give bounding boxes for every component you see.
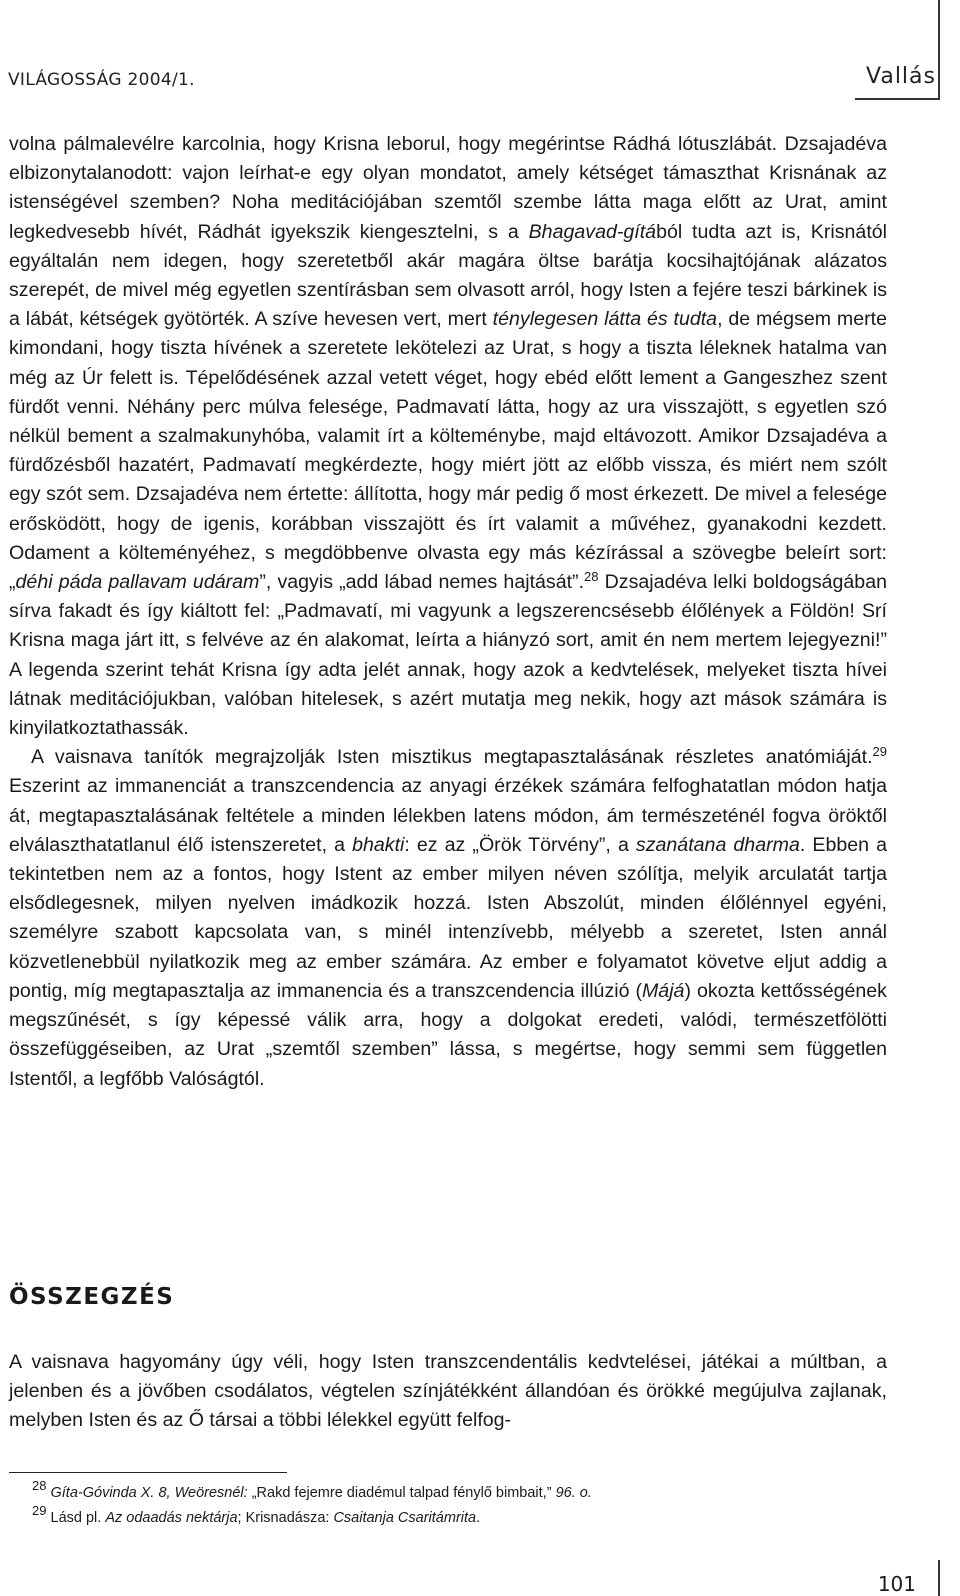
text-run: Dzsajadéva lelki boldogságában sírva fakadt és így kiáltott fel: „Padmavatí, mi vagyunk a legszerencsésebb élőlények a Földön! Srí Krisna maga járt itt, s felvéve az én alakomat, leírta a hiányzó sort, amit én nem mertem lejegyezni!” A legenda szerint tehát Krisna így adta jelét annak, hogy azok a kedvtelések, melyeket tiszta hívei látnak meditációjukban, valóban hitelesek, s azért mutatja meg nekik, hogy azt mások számára is kinyilatkoztathassák. <box>9 571 887 740</box>
footnote-title: Csaitanja Csaritámrita <box>333 1510 477 1526</box>
footnote-title: Az odaadás nektárja <box>105 1510 238 1526</box>
italic-quote: déhi páda pallavam udáram <box>15 571 260 594</box>
summary-paragraph: A vaisnava hagyomány úgy véli, hogy Isten transzcendentális kedvtelései, játékai a múltban, a jelenben és a jövőben csodálatos, végtelen színjátékként állandóan és örökké megújulva zajlanak, melyben Isten és az Ő társai a többi lélekkel együtt felfog- <box>9 1351 887 1432</box>
footnote-source: Gíta-Góvinda X. 8, Weöresnél: <box>50 1485 248 1501</box>
text-run: , de mégsem merte kimondani, hogy tiszta hívének a szeretete lekötelezi az Urat, s hogy a tiszta léleknek hatalma van még az Úr felett is. Tépelődésének azzal vetett véget, hogy ebéd előtt lement a Gangeszhez szent fürdőt venni. Néhány perc múlva felesége, Padmavatí látta, hogy az ura visszajött, s egyetlen szó nélkül bement a szalmakunyhóba, valamit írt a költeménybe, majd eltávozott. Amikor Dzsajadéva a fürdőzésből hazatért, Padmavatí megkérdezte, hogy miért jött az előbb vissza, és miért nem szólt egy szót sem. Dzsajadéva nem értette: állította, hogy már pedig ő most érkezett. De mivel a felesége erősködött, hogy de igenis, korábban visszajött és írt valamit a művéhez, gyanakodni kezdett. Odament a költeményéhez, s megdöbbenve olvasta egy más kézírással a szövegbe beleírt sort: „ <box>9 308 887 594</box>
footnote-page: 96. o. <box>555 1485 592 1501</box>
section-title: Vallás <box>866 64 936 89</box>
footnote-text: Lásd pl. <box>50 1510 106 1526</box>
footnote-number: 29 <box>32 1503 47 1518</box>
text-run: Eszerint az immanenciát a transzcendencia az anyagi érzékek számára felfoghatatlan módon hatja át, megtapasztalásának feltétele a minden lélekben latens módon, ám természeténél fogva öröktől elválaszthatatlanul élő istenszeretet, a <box>9 775 887 856</box>
footnote-ref-29[interactable]: 29 <box>872 744 887 760</box>
text-run: . Ebben a tekintetben nem az a fontos, hogy Istent az ember milyen néven szólítja, melyik arculatát tartja elsődlegesnek, milyen nyelven imádkozik hozzá. Isten Abszolút, minden élőlénnyel egyéni, személyre szabott kapcsolata van, s minél intenzívebb, mélyebb a szeretet, Isten annál közvetlenebbül nyilatkozik meg az ember számára. Az ember e folyamatot követve eljut addig a pontig, míg megtapasztalja az immanencia és a transzcendencia illúzió ( <box>9 833 888 1002</box>
text-run: volna pálmalevélre karcolnia, hogy Krisna leborul, hogy megérintse Rádhá lótuszlábát. Dzsajadéva elbizonytalanodott: vajon leírhat-e egy olyan mondatot, amely kétséget támaszthat Krisnának az istenségével szemben? Noha meditációjában szemtől szembe látta maga előtt az Urat, amint legkedvesebb hívét, Rádhát igyekszik kiengesztelni, s a <box>9 133 887 243</box>
journal-header: VILÁGOSSÁG 2004/1. <box>8 70 195 90</box>
italic-term: bhakti <box>352 833 405 856</box>
footnotes <box>32 1478 892 1531</box>
text-run: ból tudta azt is, Krisnától egyáltalán nem idegen, hogy szeretetből akár magára öltse barátja kocsihajtójának alázatos szerepét, de mivel még egyetlen szentírásban sem olvasott arról, hogy Isten a fejére teszi bárkinek is a lábát, kétségek gyötörték. A szíve hevesen vert, mert <box>9 220 888 331</box>
text-run: : ez az „Örök Törvény”, a <box>404 833 636 856</box>
page-number: 101 <box>877 1572 916 1596</box>
text-run: A vaisnava tanítók megrajzolják Isten misztikus megtapasztalásának részletes anatómiáját. <box>31 746 873 769</box>
text-run: ) okozta kettősségének megszűnését, s így képessé válik arra, hogy a dolgokat eredeti, valódi, természetfölötti összefüggéseiben, az Urat „szemtől szemben” lássa, s megértse, hogy semmi sem független Istentől, a legfőbb Valóságtól. <box>9 979 887 1090</box>
footnote-number: 28 <box>32 1478 47 1493</box>
italic-term: Májá <box>641 979 685 1002</box>
paragraph-anatomy <box>9 743 887 1093</box>
footnote-divider <box>9 1472 287 1473</box>
footnote-ref-28[interactable]: 28 <box>584 569 599 585</box>
italic-term: szanátana dharma <box>635 833 800 856</box>
footnote-text: . <box>476 1510 481 1526</box>
italic-phrase: ténylegesen látta és tudta <box>492 308 718 331</box>
section-heading: ÖSSZEGZÉS <box>9 1284 175 1310</box>
italic-term: Bhagavad-gítá <box>528 220 657 243</box>
page-number-rule <box>938 1560 940 1596</box>
header-rule-vertical <box>938 0 940 100</box>
paragraph-legend <box>9 130 887 743</box>
main-text <box>9 130 887 1094</box>
text-run: ”, vagyis „add lábad nemes hajtását”. <box>259 571 585 594</box>
footnote-28 <box>32 1478 892 1506</box>
footnote-text: „Rakd fejemre diadémul talpad fénylő bimbait,” <box>247 1485 556 1501</box>
footnote-text: ; Krisnadásza: <box>237 1510 334 1526</box>
footnote-29 <box>32 1503 892 1531</box>
header-rule-horizontal <box>855 98 940 100</box>
